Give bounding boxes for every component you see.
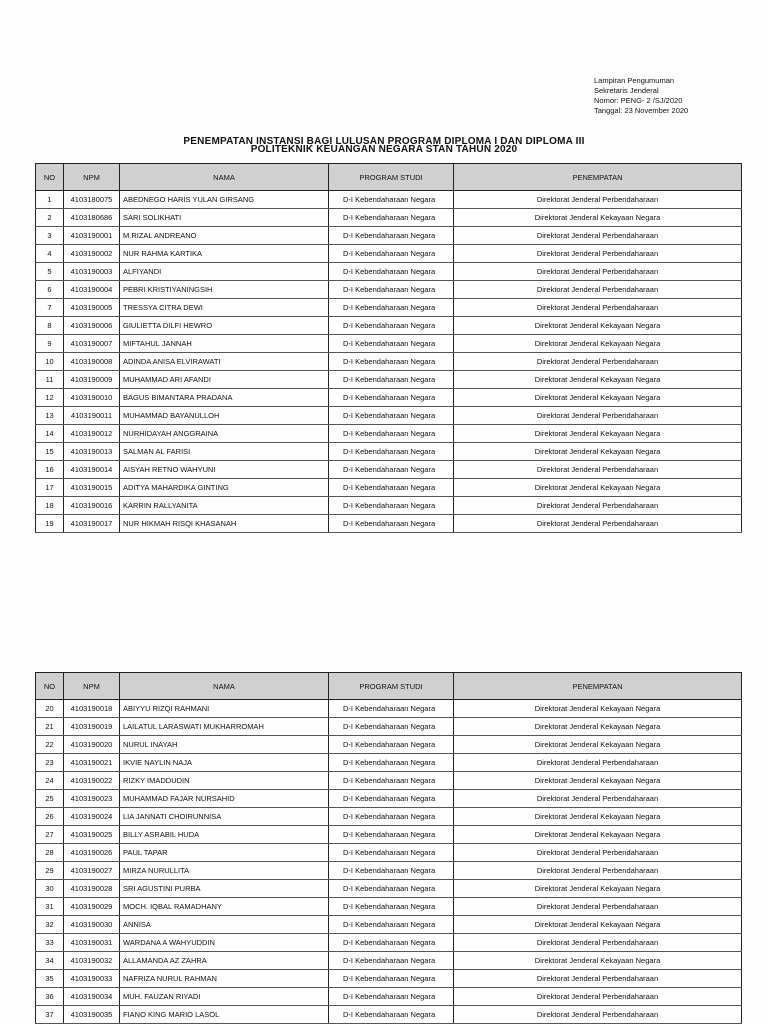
cell-program-studi: D-I Kebendaharaan Negara (329, 461, 454, 479)
table-row (36, 335, 742, 353)
table-row (36, 934, 742, 952)
cell-penempatan: Direktorat Jenderal Perbendaharaan (454, 844, 742, 862)
table-row (36, 772, 742, 790)
column-header-no: NO (36, 673, 64, 700)
cell-npm: 4103190025 (64, 826, 120, 844)
cell-program-studi: D-I Kebendaharaan Negara (329, 371, 454, 389)
cell-nama: BILLY ASRABIL HUDA (120, 826, 329, 844)
cell-nama: LIA JANNATI CHOIRUNNISA (120, 808, 329, 826)
cell-no: 30 (36, 880, 64, 898)
cell-penempatan: Direktorat Jenderal Kekayaan Negara (454, 880, 742, 898)
cell-no: 11 (36, 371, 64, 389)
cell-no: 1 (36, 191, 64, 209)
cell-penempatan: Direktorat Jenderal Perbendaharaan (454, 862, 742, 880)
cell-program-studi: D-I Kebendaharaan Negara (329, 1006, 454, 1024)
cell-npm: 4103190028 (64, 880, 120, 898)
table-row (36, 736, 742, 754)
cell-npm: 4103190003 (64, 263, 120, 281)
cell-no: 36 (36, 988, 64, 1006)
column-header-nama: NAMA (120, 164, 329, 191)
table-row (36, 916, 742, 934)
cell-penempatan: Direktorat Jenderal Perbendaharaan (454, 970, 742, 988)
cell-penempatan: Direktorat Jenderal Kekayaan Negara (454, 736, 742, 754)
cell-no: 25 (36, 790, 64, 808)
cell-nama: MUHAMMAD FAJAR NURSAHID (120, 790, 329, 808)
cell-no: 35 (36, 970, 64, 988)
table-row (36, 497, 742, 515)
cell-no: 29 (36, 862, 64, 880)
cell-program-studi: D-I Kebendaharaan Negara (329, 479, 454, 497)
table-row (36, 479, 742, 497)
cell-program-studi: D-I Kebendaharaan Negara (329, 443, 454, 461)
cell-program-studi: D-I Kebendaharaan Negara (329, 988, 454, 1006)
table-row (36, 425, 742, 443)
cell-no: 8 (36, 317, 64, 335)
cell-program-studi: D-I Kebendaharaan Negara (329, 245, 454, 263)
cell-penempatan: Direktorat Jenderal Perbendaharaan (454, 191, 742, 209)
cell-penempatan: Direktorat Jenderal Perbendaharaan (454, 1006, 742, 1024)
cell-penempatan: Direktorat Jenderal Perbendaharaan (454, 281, 742, 299)
cell-nama: MUH. FAUZAN RIYADI (120, 988, 329, 1006)
document-subtitle: POLITEKNIK KEUANGAN NEGARA STAN TAHUN 2020 (250, 144, 518, 155)
cell-program-studi: D-I Kebendaharaan Negara (329, 718, 454, 736)
table-row (36, 754, 742, 772)
cell-program-studi: D-I Kebendaharaan Negara (329, 335, 454, 353)
cell-program-studi: D-I Kebendaharaan Negara (329, 497, 454, 515)
cell-no: 22 (36, 736, 64, 754)
cell-penempatan: Direktorat Jenderal Perbendaharaan (454, 934, 742, 952)
cell-no: 9 (36, 335, 64, 353)
cell-nama: MIRZA NURULLITA (120, 862, 329, 880)
cell-npm: 4103190017 (64, 515, 120, 533)
cell-penempatan: Direktorat Jenderal Kekayaan Negara (454, 425, 742, 443)
cell-npm: 4103190026 (64, 844, 120, 862)
table-row (36, 461, 742, 479)
cell-nama: BAGUS BIMANTARA PRADANA (120, 389, 329, 407)
cell-program-studi: D-I Kebendaharaan Negara (329, 209, 454, 227)
table-row (36, 898, 742, 916)
column-header-no: NO (36, 164, 64, 191)
cell-no: 13 (36, 407, 64, 425)
table-row (36, 515, 742, 533)
cell-nama: M.RIZAL ANDREANO (120, 227, 329, 245)
cell-program-studi: D-I Kebendaharaan Negara (329, 952, 454, 970)
cell-program-studi: D-I Kebendaharaan Negara (329, 700, 454, 718)
table-row (36, 826, 742, 844)
cell-npm: 4103190011 (64, 407, 120, 425)
document-number: Nomor: PENG- 2 /SJ/2020 (594, 96, 683, 105)
cell-npm: 4103190004 (64, 281, 120, 299)
cell-npm: 4103180075 (64, 191, 120, 209)
cell-penempatan: Direktorat Jenderal Kekayaan Negara (454, 916, 742, 934)
cell-program-studi: D-I Kebendaharaan Negara (329, 353, 454, 371)
cell-npm: 4103190014 (64, 461, 120, 479)
cell-program-studi: D-I Kebendaharaan Negara (329, 736, 454, 754)
table-row (36, 281, 742, 299)
cell-penempatan: Direktorat Jenderal Perbendaharaan (454, 407, 742, 425)
attachment-info (594, 76, 688, 116)
table-row (36, 862, 742, 880)
cell-program-studi: D-I Kebendaharaan Negara (329, 970, 454, 988)
cell-penempatan: Direktorat Jenderal Perbendaharaan (454, 263, 742, 281)
cell-npm: 4103190012 (64, 425, 120, 443)
cell-npm: 4103190009 (64, 371, 120, 389)
cell-nama: ADINDA ANISA ELVIRAWATI (120, 353, 329, 371)
table-row (36, 718, 742, 736)
cell-nama: LAILATUL LARASWATI MUKHARROMAH (120, 718, 329, 736)
cell-no: 17 (36, 479, 64, 497)
table-row (36, 389, 742, 407)
cell-program-studi: D-I Kebendaharaan Negara (329, 754, 454, 772)
cell-penempatan: Direktorat Jenderal Perbendaharaan (454, 754, 742, 772)
table-row (36, 191, 742, 209)
cell-program-studi: D-I Kebendaharaan Negara (329, 299, 454, 317)
cell-penempatan: Direktorat Jenderal Kekayaan Negara (454, 209, 742, 227)
cell-nama: NUR HIKMAH RISQI KHASANAH (120, 515, 329, 533)
cell-no: 3 (36, 227, 64, 245)
issuer-label: Sekretaris Jenderal (594, 86, 659, 95)
cell-npm: 4103190007 (64, 335, 120, 353)
cell-npm: 4103190035 (64, 1006, 120, 1024)
table-row (36, 970, 742, 988)
cell-penempatan: Direktorat Jenderal Kekayaan Negara (454, 479, 742, 497)
cell-program-studi: D-I Kebendaharaan Negara (329, 826, 454, 844)
cell-npm: 4103190006 (64, 317, 120, 335)
cell-nama: MOCH. IQBAL RAMADHANY (120, 898, 329, 916)
cell-program-studi: D-I Kebendaharaan Negara (329, 862, 454, 880)
cell-program-studi: D-I Kebendaharaan Negara (329, 934, 454, 952)
cell-no: 21 (36, 718, 64, 736)
cell-program-studi: D-I Kebendaharaan Negara (329, 880, 454, 898)
cell-npm: 4103190021 (64, 754, 120, 772)
cell-npm: 4103190020 (64, 736, 120, 754)
cell-nama: NAFRIZA NURUL RAHMAN (120, 970, 329, 988)
cell-penempatan: Direktorat Jenderal Perbendaharaan (454, 353, 742, 371)
cell-program-studi: D-I Kebendaharaan Negara (329, 263, 454, 281)
cell-penempatan: Direktorat Jenderal Perbendaharaan (454, 898, 742, 916)
cell-npm: 4103190010 (64, 389, 120, 407)
cell-no: 20 (36, 700, 64, 718)
cell-penempatan: Direktorat Jenderal Perbendaharaan (454, 245, 742, 263)
cell-penempatan: Direktorat Jenderal Perbendaharaan (454, 497, 742, 515)
cell-no: 18 (36, 497, 64, 515)
cell-npm: 4103190029 (64, 898, 120, 916)
cell-nama: SRI AGUSTINI PURBA (120, 880, 329, 898)
table-row (36, 317, 742, 335)
cell-npm: 4103190027 (64, 862, 120, 880)
cell-nama: KARRIN RALLYANITA (120, 497, 329, 515)
table-row (36, 443, 742, 461)
cell-nama: NUR RAHMA KARTIKA (120, 245, 329, 263)
cell-nama: PAUL TAPAR (120, 844, 329, 862)
cell-nama: GIULIETTA DILFI HEWRO (120, 317, 329, 335)
table-row (36, 371, 742, 389)
cell-penempatan: Direktorat Jenderal Kekayaan Negara (454, 952, 742, 970)
cell-nama: SARI SOLIKHATI (120, 209, 329, 227)
cell-program-studi: D-I Kebendaharaan Negara (329, 844, 454, 862)
table-row (36, 790, 742, 808)
cell-program-studi: D-I Kebendaharaan Negara (329, 808, 454, 826)
cell-penempatan: Direktorat Jenderal Perbendaharaan (454, 299, 742, 317)
table-row (36, 263, 742, 281)
cell-program-studi: D-I Kebendaharaan Negara (329, 227, 454, 245)
table-row (36, 952, 742, 970)
table-row (36, 209, 742, 227)
cell-penempatan: Direktorat Jenderal Kekayaan Negara (454, 389, 742, 407)
table-row (36, 407, 742, 425)
cell-program-studi: D-I Kebendaharaan Negara (329, 317, 454, 335)
cell-npm: 4103190031 (64, 934, 120, 952)
cell-npm: 4103190008 (64, 353, 120, 371)
cell-program-studi: D-I Kebendaharaan Negara (329, 772, 454, 790)
table-row (36, 988, 742, 1006)
cell-program-studi: D-I Kebendaharaan Negara (329, 281, 454, 299)
cell-program-studi: D-I Kebendaharaan Negara (329, 916, 454, 934)
cell-penempatan: Direktorat Jenderal Kekayaan Negara (454, 718, 742, 736)
cell-nama: ABEDNEGO HARIS YULAN GIRSANG (120, 191, 329, 209)
cell-program-studi: D-I Kebendaharaan Negara (329, 515, 454, 533)
cell-nama: ANNISA (120, 916, 329, 934)
cell-nama: IKVIE NAYLIN NAJA (120, 754, 329, 772)
cell-nama: NURUL INAYAH (120, 736, 329, 754)
cell-nama: SALMAN AL FARISI (120, 443, 329, 461)
cell-no: 4 (36, 245, 64, 263)
cell-npm: 4103190018 (64, 700, 120, 718)
cell-no: 26 (36, 808, 64, 826)
cell-penempatan: Direktorat Jenderal Kekayaan Negara (454, 700, 742, 718)
cell-nama: PEBRI KRISTIYANINGSIH (120, 281, 329, 299)
cell-penempatan: Direktorat Jenderal Perbendaharaan (454, 227, 742, 245)
placement-table-page-1 (35, 163, 742, 533)
column-header-penempatan: PENEMPATAN (454, 164, 742, 191)
cell-no: 37 (36, 1006, 64, 1024)
cell-no: 24 (36, 772, 64, 790)
table-row (36, 700, 742, 718)
cell-npm: 4103190001 (64, 227, 120, 245)
attachment-label: Lampiran Pengumuman (594, 76, 675, 85)
cell-no: 12 (36, 389, 64, 407)
cell-no: 16 (36, 461, 64, 479)
cell-npm: 4103190033 (64, 970, 120, 988)
cell-npm: 4103190023 (64, 790, 120, 808)
column-header-program-studi: PROGRAM STUDI (329, 164, 454, 191)
cell-no: 23 (36, 754, 64, 772)
column-header-npm: NPM (64, 164, 120, 191)
cell-penempatan: Direktorat Jenderal Kekayaan Negara (454, 371, 742, 389)
cell-nama: ADITYA MAHARDIKA GINTING (120, 479, 329, 497)
cell-program-studi: D-I Kebendaharaan Negara (329, 407, 454, 425)
cell-npm: 4103190022 (64, 772, 120, 790)
cell-nama: ABIYYU RIZQI RAHMANI (120, 700, 329, 718)
cell-no: 14 (36, 425, 64, 443)
cell-npm: 4103190013 (64, 443, 120, 461)
cell-npm: 4103190002 (64, 245, 120, 263)
cell-penempatan: Direktorat Jenderal Kekayaan Negara (454, 317, 742, 335)
cell-penempatan: Direktorat Jenderal Kekayaan Negara (454, 826, 742, 844)
cell-nama: ALFIYANDI (120, 263, 329, 281)
cell-npm: 4103190032 (64, 952, 120, 970)
cell-nama: ALLAMANDA AZ ZAHRA (120, 952, 329, 970)
cell-no: 5 (36, 263, 64, 281)
cell-no: 15 (36, 443, 64, 461)
cell-nama: RIZKY IMADDUDIN (120, 772, 329, 790)
cell-penempatan: Direktorat Jenderal Kekayaan Negara (454, 443, 742, 461)
cell-penempatan: Direktorat Jenderal Kekayaan Negara (454, 335, 742, 353)
cell-nama: NURHIDAYAH ANGGRAINA (120, 425, 329, 443)
cell-penempatan: Direktorat Jenderal Perbendaharaan (454, 790, 742, 808)
table-row (36, 353, 742, 371)
cell-no: 34 (36, 952, 64, 970)
cell-nama: AISYAH RETNO WAHYUNI (120, 461, 329, 479)
cell-no: 7 (36, 299, 64, 317)
table-row (36, 844, 742, 862)
cell-nama: MIFTAHUL JANNAH (120, 335, 329, 353)
cell-no: 27 (36, 826, 64, 844)
cell-no: 31 (36, 898, 64, 916)
table-row (36, 227, 742, 245)
cell-penempatan: Direktorat Jenderal Kekayaan Negara (454, 808, 742, 826)
table-row (36, 245, 742, 263)
cell-no: 19 (36, 515, 64, 533)
document-title: PENEMPATAN INSTANSI BAGI LULUSAN PROGRAM DIPLOMA I DAN DIPLOMA III (183, 136, 585, 147)
cell-no: 33 (36, 934, 64, 952)
cell-npm: 4103190019 (64, 718, 120, 736)
column-header-nama: NAMA (120, 673, 329, 700)
cell-penempatan: Direktorat Jenderal Kekayaan Negara (454, 772, 742, 790)
table-row (36, 299, 742, 317)
cell-no: 6 (36, 281, 64, 299)
column-header-penempatan: PENEMPATAN (454, 673, 742, 700)
cell-penempatan: Direktorat Jenderal Perbendaharaan (454, 515, 742, 533)
cell-no: 32 (36, 916, 64, 934)
cell-no: 28 (36, 844, 64, 862)
cell-no: 10 (36, 353, 64, 371)
cell-penempatan: Direktorat Jenderal Perbendaharaan (454, 461, 742, 479)
table-header-row (36, 164, 742, 191)
cell-npm: 4103190034 (64, 988, 120, 1006)
table-row (36, 880, 742, 898)
cell-nama: MUHAMMAD BAYANULLOH (120, 407, 329, 425)
cell-npm: 4103190024 (64, 808, 120, 826)
cell-nama: WARDANA A WAHYUDDIN (120, 934, 329, 952)
column-header-npm: NPM (64, 673, 120, 700)
cell-program-studi: D-I Kebendaharaan Negara (329, 425, 454, 443)
table-row (36, 808, 742, 826)
cell-npm: 4103190015 (64, 479, 120, 497)
cell-nama: FIANO KING MARIO LASOL (120, 1006, 329, 1024)
cell-npm: 4103190005 (64, 299, 120, 317)
cell-program-studi: D-I Kebendaharaan Negara (329, 790, 454, 808)
column-header-program-studi: PROGRAM STUDI (329, 673, 454, 700)
cell-nama: MUHAMMAD ARI AFANDI (120, 371, 329, 389)
placement-table-page-2 (35, 672, 742, 1024)
cell-program-studi: D-I Kebendaharaan Negara (329, 389, 454, 407)
cell-npm: 4103190016 (64, 497, 120, 515)
cell-nama: TRESSYA CITRA DEWI (120, 299, 329, 317)
cell-npm: 4103190030 (64, 916, 120, 934)
cell-no: 2 (36, 209, 64, 227)
table-header-row (36, 673, 742, 700)
table-row (36, 1006, 742, 1024)
cell-npm: 4103180686 (64, 209, 120, 227)
document-date: Tanggal: 23 November 2020 (594, 106, 689, 115)
cell-program-studi: D-I Kebendaharaan Negara (329, 898, 454, 916)
cell-program-studi: D-I Kebendaharaan Negara (329, 191, 454, 209)
cell-penempatan: Direktorat Jenderal Perbendaharaan (454, 988, 742, 1006)
